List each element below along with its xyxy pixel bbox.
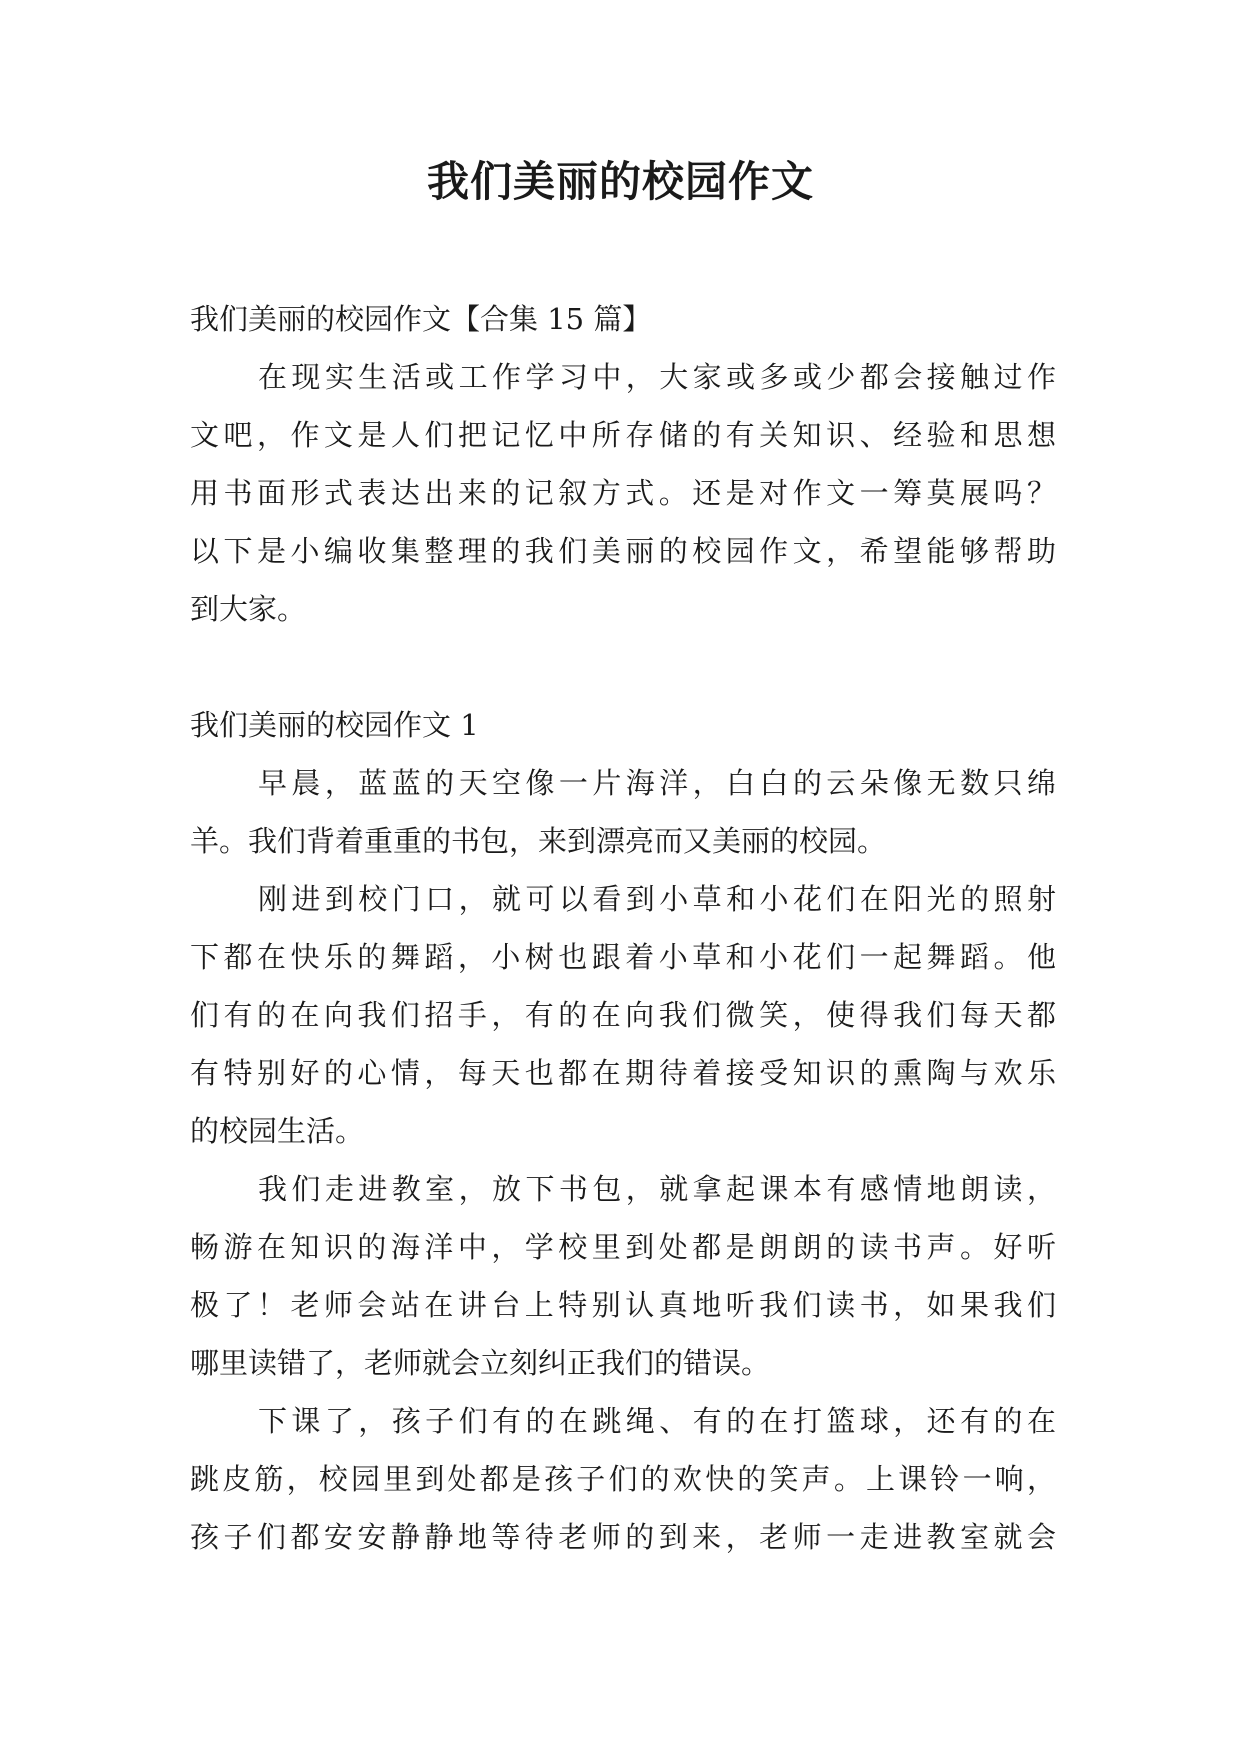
intro-line: 到大家。 [190,592,307,626]
section-heading: 我们美丽的校园作文 1 [190,708,479,742]
intro-line: 在现实生活或工作学习中，大家或多或少都会接触过作 [258,360,1056,394]
paragraph-line: 极了！老师会站在讲台上特别认真地听我们读书，如果我们 [190,1288,1056,1322]
paragraph-line: 畅游在知识的海洋中，学校里到处都是朗朗的读书声。好听 [190,1230,1056,1264]
paragraph-line: 哪里读错了，老师就会立刻纠正我们的错误。 [190,1346,771,1380]
paragraph-line: 羊。我们背着重重的书包，来到漂亮而又美丽的校园。 [190,824,887,858]
intro-paragraph [190,348,1056,638]
collection-subtitle: 我们美丽的校园作文【合集 15 篇】 [190,302,652,336]
intro-line: 文吧，作文是人们把记忆中所存储的有关知识、经验和思想 [190,418,1056,452]
document-title: 我们美丽的校园作文 [426,157,814,206]
paragraph-line: 下课了，孩子们有的在跳绳、有的在打篮球，还有的在 [258,1404,1056,1438]
paragraph-line: 孩子们都安安静静地等待老师的到来，老师一走进教室就会 [190,1520,1056,1554]
paragraph-line: 们有的在向我们招手，有的在向我们微笑，使得我们每天都 [190,998,1056,1032]
paragraph-4 [190,1392,1056,1566]
paragraph-line: 跳皮筋，校园里到处都是孩子们的欢快的笑声。上课铃一响， [190,1462,1056,1496]
document-body [190,290,1056,1566]
section-spacer [190,638,1056,696]
paragraph-line: 刚进到校门口，就可以看到小草和小花们在阳光的照射 [258,882,1056,916]
paragraph-3 [190,1160,1056,1392]
paragraph-line: 有特别好的心情，每天也都在期待着接受知识的熏陶与欢乐 [190,1056,1056,1090]
paragraph-line: 早晨，蓝蓝的天空像一片海洋，白白的云朵像无数只绵 [258,766,1056,800]
intro-line: 以下是小编收集整理的我们美丽的校园作文，希望能够帮助 [190,534,1056,568]
paragraph-1 [190,754,1056,870]
paragraph-2 [190,870,1056,1160]
paragraph-line: 我们走进教室，放下书包，就拿起课本有感情地朗读， [258,1172,1056,1206]
intro-line: 用书面形式表达出来的记叙方式。还是对作文一筹莫展吗？ [190,476,1056,510]
paragraph-line: 下都在快乐的舞蹈，小树也跟着小草和小花们一起舞蹈。他 [190,940,1056,974]
paragraph-line: 的校园生活。 [190,1114,365,1148]
